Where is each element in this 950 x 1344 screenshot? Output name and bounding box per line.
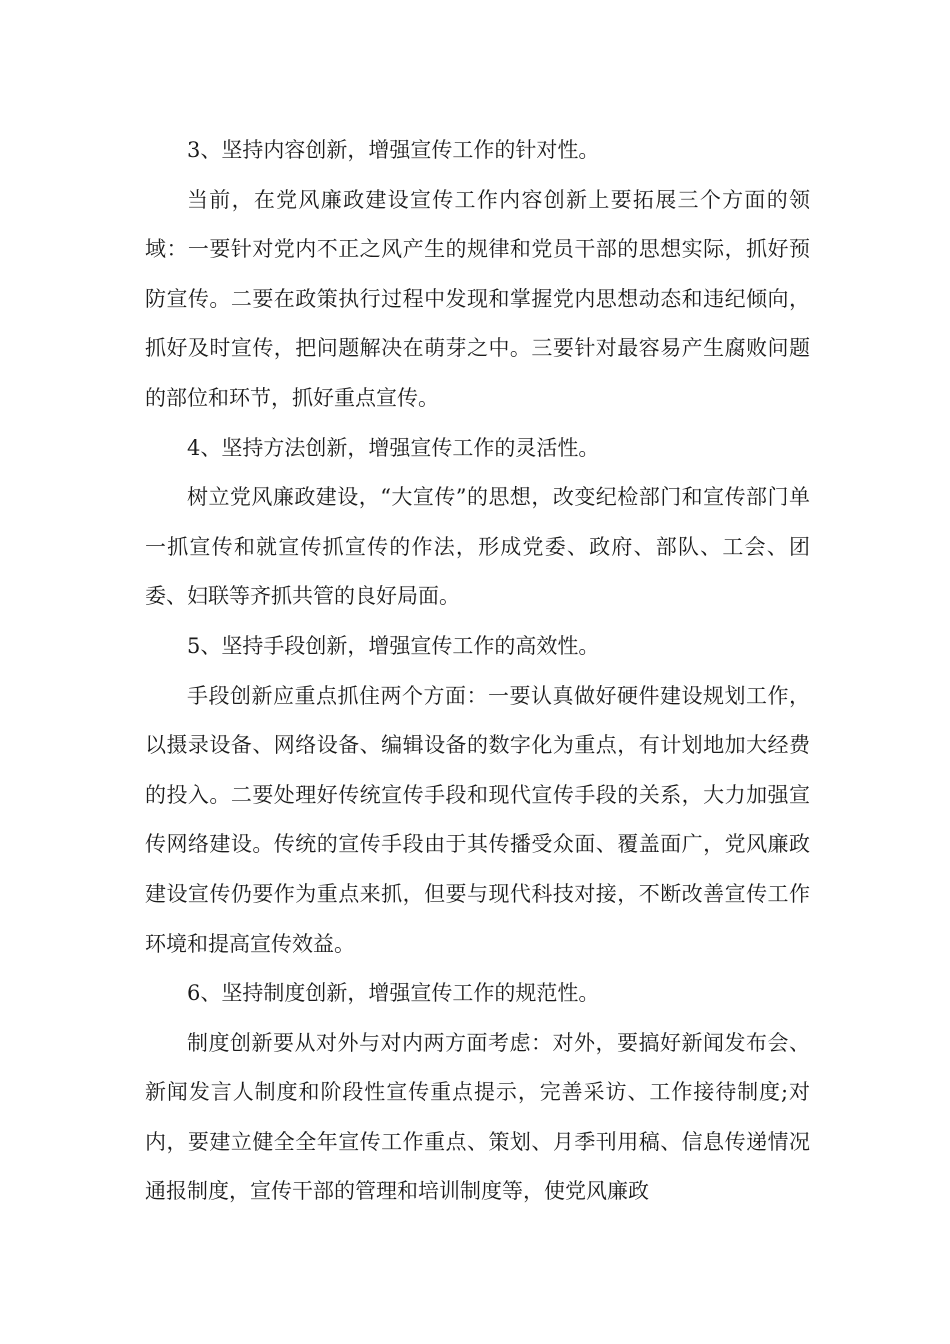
section-heading-3: 3、坚持内容创新，增强宣传工作的针对性。 bbox=[187, 138, 600, 162]
paragraph-system-innovation: 制度创新要从对外与对内两方面考虑：对外，要搞好新闻发布会、新闻发言人制度和阶段性宣传重点提示，完善采访、工作接待制度;对内，要建立健全全年宣传工作重点、策划、月季刊用稿、信息传递情况通报制度，宣传干部的管理和培训制度等，使党风廉政 bbox=[145, 1030, 810, 1204]
document-body bbox=[145, 126, 810, 1217]
paragraph-content-innovation: 当前，在党风廉政建设宣传工作内容创新上要拓展三个方面的领域：一要针对党内不正之风产生的规律和党员干部的思想实际，抓好预防宣传。二要在政策执行过程中发现和掌握党内思想动态和违纪倾向，抓好及时宣传，把问题解决在萌芽之中。三要针对最容易产生腐败问题的部位和环节，抓好重点宣传。 bbox=[145, 187, 810, 410]
paragraph-means-innovation: 手段创新应重点抓住两个方面：一要认真做好硬件建设规划工作，以摄录设备、网络设备、编辑设备的数字化为重点，有计划地加大经费的投入。二要处理好传统宣传手段和现代宣传手段的关系，大力加强宣传网络建设。传统的宣传手段由于其传播受众面、覆盖面广，党风廉政建设宣传仍要作为重点来抓，但要与现代科技对接，不断改善宣传工作环境和提高宣传效益。 bbox=[145, 683, 810, 956]
section-heading-6: 6、坚持制度创新，增强宣传工作的规范性。 bbox=[187, 981, 600, 1006]
paragraph-method-innovation: 树立党风廉政建设，“大宣传”的思想，改变纪检部门和宣传部门单一抓宣传和就宣传抓宣传的作法，形成党委、政府、部队、工会、团委、妇联等齐抓共管的良好局面。 bbox=[145, 485, 810, 609]
section-heading-5: 5、坚持手段创新，增强宣传工作的高效性。 bbox=[187, 633, 600, 658]
section-heading-4: 4、坚持方法创新，增强宣传工作的灵活性。 bbox=[187, 435, 600, 460]
